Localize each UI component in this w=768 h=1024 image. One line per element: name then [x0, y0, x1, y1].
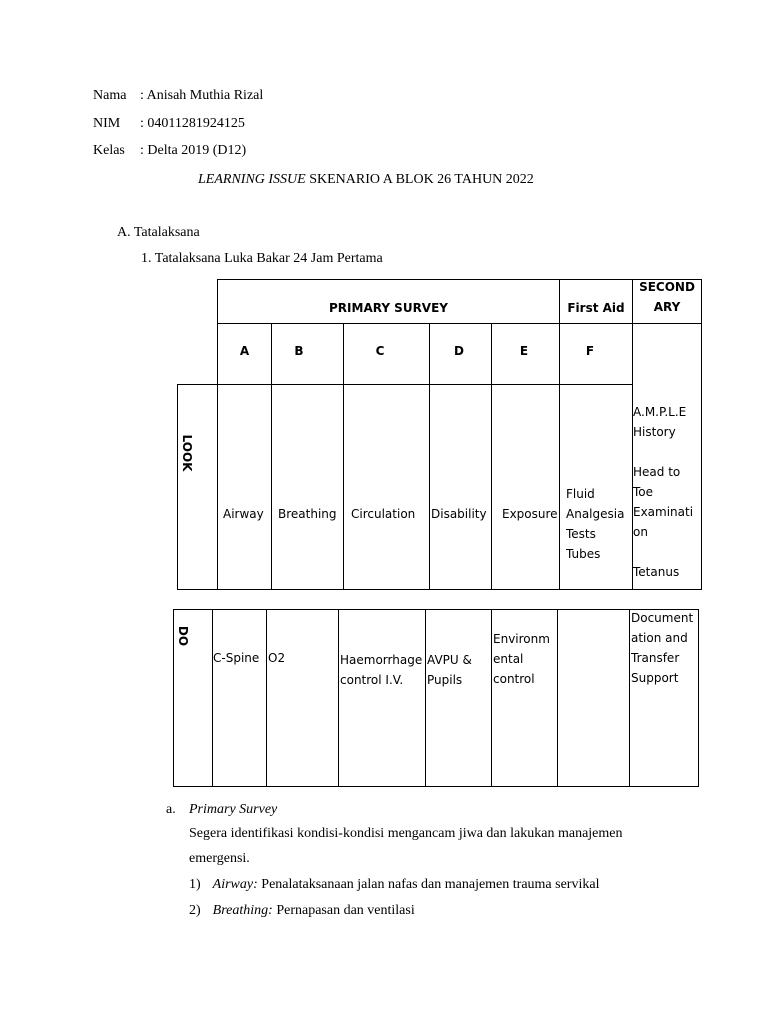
do-label: DO	[176, 625, 190, 647]
letter-b: B	[294, 344, 304, 358]
secondary-header: SECOND ARY	[639, 280, 695, 314]
nim-value: : 04011281924125	[140, 116, 245, 131]
letter-d: D	[454, 344, 464, 358]
sub-a-body-line1: Segera identifikasi kondisi-kondisi mengancam jiwa dan lakukan manajemen	[189, 826, 623, 841]
look-cell-airway: Airway	[223, 507, 264, 521]
look-cell-circulation: Circulation	[351, 507, 416, 521]
look-cell-breathing: Breathing	[278, 507, 337, 521]
list-item-text: Pernapasan dan ventilasi	[272, 903, 415, 918]
sub-a-marker: a.	[166, 802, 176, 817]
kelas-label: Kelas	[93, 143, 125, 158]
list-item-num: 1)	[189, 877, 201, 892]
do-cell-avpu: AVPU & Pupils	[427, 653, 472, 687]
kelas-value: : Delta 2019 (D12)	[140, 143, 247, 158]
list-item-num: 2)	[189, 903, 201, 918]
nim-label: NIM	[93, 116, 121, 131]
nama-label: Nama	[93, 88, 127, 103]
do-cell-secondary: Document ation and Transfer Support	[631, 611, 694, 685]
title-rest: SKENARIO A BLOK 26 TAHUN 2022	[305, 172, 534, 187]
do-cell-o2: O2	[268, 651, 286, 665]
secondary-look-cell: A.M.P.L.E History Head to Toe Examinati on Tetanus	[633, 405, 694, 579]
sub-a-body-line2: emergensi.	[189, 851, 250, 866]
list-item-airway	[189, 877, 599, 893]
look-cell-exposure: Exposure	[502, 507, 558, 521]
sub-a-title: Primary Survey	[189, 802, 278, 817]
do-cell-c-spine: C-Spine	[213, 651, 260, 665]
do-cell-haemorrhage: Haemorrhage control I.V.	[340, 653, 423, 687]
do-cell-environmental: Environm ental control	[493, 632, 550, 686]
section-1-heading: 1. Tatalaksana Luka Bakar 24 Jam Pertama	[141, 251, 383, 266]
title-italic: LEARNING ISSUE	[198, 172, 306, 187]
look-cell-disability: Disability	[431, 507, 487, 521]
list-item-text: Penalataksanaan jalan nafas dan manajemen trauma servikal	[257, 877, 600, 892]
letter-c: C	[375, 344, 385, 358]
look-label: LOOK	[180, 434, 194, 472]
look-cell-first-aid: Fluid Analgesia Tests Tubes	[566, 487, 625, 561]
list-item-breathing	[189, 903, 415, 919]
primary-survey-header: PRIMARY SURVEY	[329, 301, 448, 315]
section-a-heading: A. Tatalaksana	[117, 225, 200, 240]
letter-e: E	[519, 344, 529, 358]
letter-a: A	[239, 344, 250, 358]
list-item-term: Airway:	[212, 877, 258, 892]
nama-value: : Anisah Muthia Rizal	[140, 88, 264, 103]
letter-f: F	[585, 344, 595, 358]
first-aid-header: First Aid	[567, 301, 625, 315]
list-item-term: Breathing:	[212, 903, 273, 918]
